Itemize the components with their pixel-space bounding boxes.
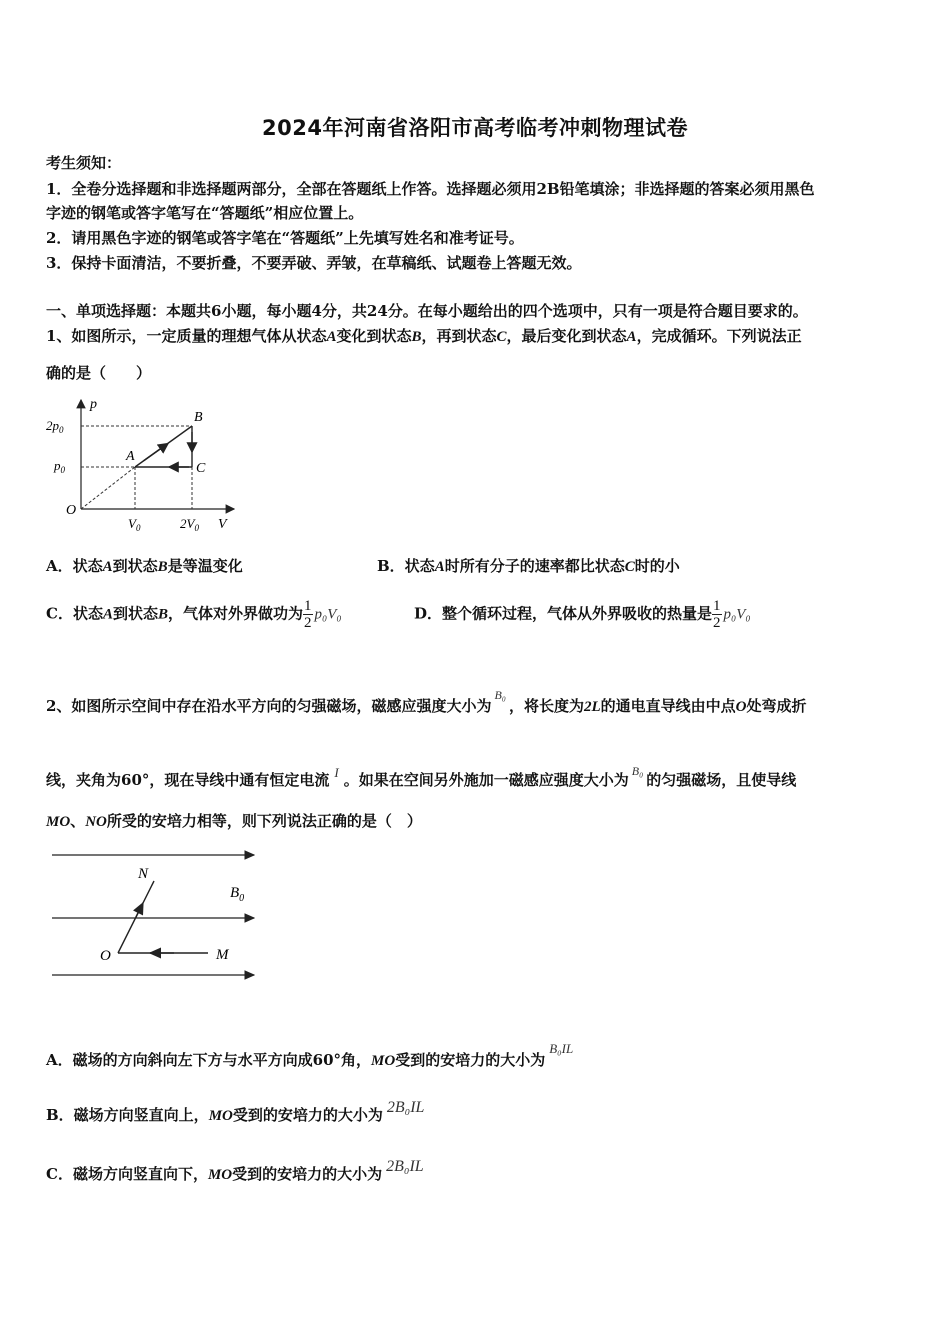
svg-text:2V0: $2V_0$ [180, 516, 199, 533]
q2-option-c[interactable]: C．磁场方向竖直向下，MO受到的安培力的大小为 2B₀IL [46, 1158, 424, 1183]
question-2-line-1: 2、如图所示空间中存在沿水平方向的匀强磁场，磁感应强度大小为$^{B_0}$，将长度为2L的通电直导线由中点O处弯成折 [46, 688, 807, 715]
notice-item-2: 2．请用黑色字迹的钢笔或答字笔在“答题纸”上先填写姓名和准考证号。 [46, 229, 524, 247]
svg-text:p0: $p_0$ [54, 458, 65, 475]
question-1-line-1: 1、如图所示，一定质量的理想气体从状态A变化到状态B，再到状态C，最后变化到状态A，完成循环。下列说法正 [46, 327, 802, 345]
pv-diagram [44, 392, 244, 537]
svg-text:2p0: $2p_0$ [46, 418, 64, 435]
svg-text:O: O [66, 503, 77, 518]
svg-text:p: p [90, 397, 97, 412]
page-title: 2024年河南省洛阳市高考临考冲刺物理试卷 [262, 116, 688, 140]
notice-item-3: 3．保持卡面清洁，不要折叠，不要弄破、弄皱，在草稿纸、试题卷上答题无效。 [46, 254, 582, 272]
question-1-line-2: 确的是（ ） [46, 364, 152, 382]
svg-text:A: A [126, 449, 135, 464]
q1-option-c[interactable]: C．状态A到状态B，气体对外界做功为 $\frac{1}{2}$ p₀V₀ [46, 598, 342, 631]
question-2-line-2: 线，夹角为60°，现在导线中通有恒定电流 I 。如果在空间另外施加一磁感应强度大小为 $^{B_0}$ 的匀强磁场，且使导线 [46, 764, 797, 789]
fraction: $\frac{1}{2}$ [304, 598, 312, 631]
q1-option-d[interactable]: D．整个循环过程，气体从外界吸收的热量是 $\frac{1}{2}$ p₀V₀ [414, 598, 751, 631]
section-heading: 一、单项选择题：本题共6小题，每小题4分，共24分。在每小题给出的四个选项中，只有一项是符合题目要求的。 [46, 302, 808, 320]
notice-item-1-line-1: 1．全卷分选择题和非选择题两部分，全部在答题纸上作答。选择题必须用2B铅笔填涂；非选择题的答案必须用黑色 [46, 180, 815, 198]
fraction: $\frac{1}{2}$ [713, 598, 721, 631]
svg-text:B: B [194, 410, 203, 425]
q1-option-a[interactable]: A．状态A到状态B是等温变化 [46, 557, 243, 575]
magnetic-field-diagram [44, 845, 269, 985]
notice-item-1-line-2: 字迹的钢笔或答字笔写在“答题纸”相应位置上。 [46, 204, 364, 222]
svg-text:V: V [218, 517, 227, 532]
q2-option-a[interactable]: A．磁场的方向斜向左下方与水平方向成60°角，MO受到的安培力的大小为B₀IL [46, 1041, 574, 1069]
svg-text:C: C [196, 461, 206, 476]
notice-heading: 考生须知： [46, 154, 122, 172]
svg-text:N: N [138, 866, 149, 882]
q1-option-b[interactable]: B．状态A时所有分子的速率都比状态C时的小 [377, 557, 680, 575]
svg-text:O: O [100, 948, 111, 964]
svg-text:V0: $V_0$ [128, 516, 141, 533]
svg-text:M: M [216, 947, 229, 963]
q2-option-b[interactable]: B．磁场方向竖直向上，MO受到的安培力的大小为 2B₀IL [46, 1099, 425, 1124]
question-2-line-3: MO、NO所受的安培力相等，则下列说法正确的是（ ） [46, 812, 422, 830]
svg-text:B0: $B_0$ [230, 885, 245, 904]
